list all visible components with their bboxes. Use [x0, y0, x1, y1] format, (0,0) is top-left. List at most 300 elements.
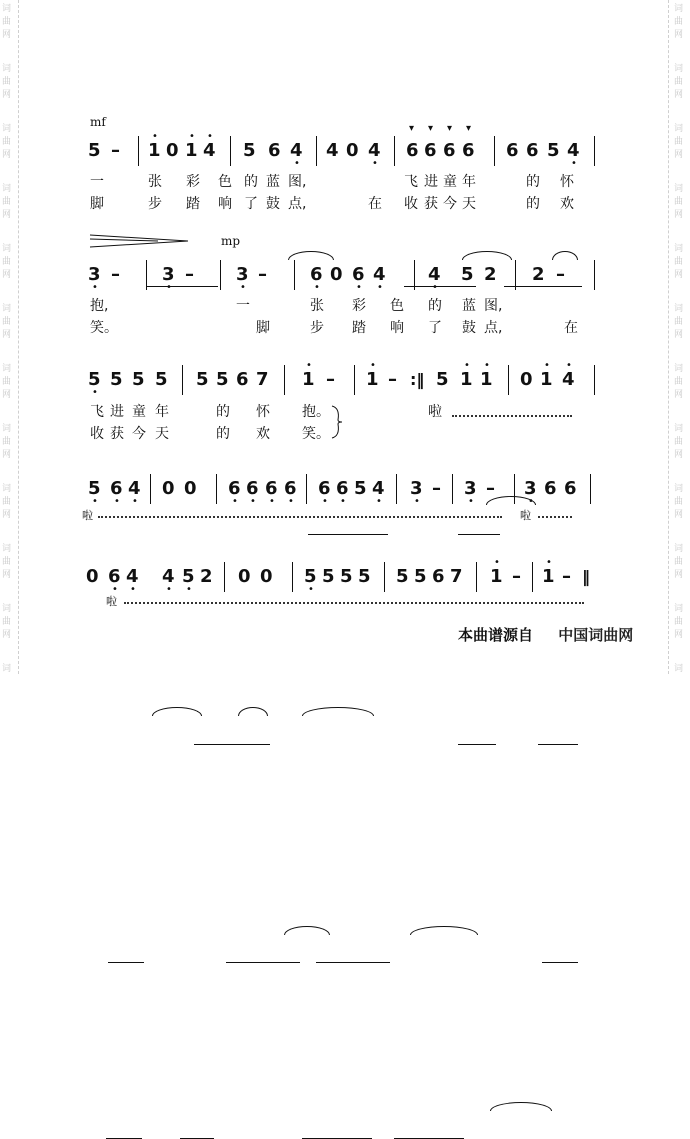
note: 6 [284, 478, 297, 499]
underline [308, 534, 388, 535]
lyric-char: 天 [462, 196, 476, 212]
note: 0 [184, 478, 197, 499]
watermark-char: 词 [2, 604, 12, 614]
watermark-char: 曲 [2, 557, 12, 567]
lyric-char: 鼓 [462, 320, 476, 336]
octave-dot: • [189, 131, 195, 142]
note: 3 [410, 478, 423, 499]
dash: – [111, 140, 120, 161]
watermark-char: 曲 [2, 377, 12, 387]
watermark-char: 曲 [2, 77, 12, 87]
watermark-char: 网 [2, 450, 12, 460]
watermark-char: 曲 [674, 437, 684, 447]
note: 7 [256, 369, 269, 390]
watermark-char: 曲 [674, 377, 684, 387]
watermark-char: 词 [2, 124, 12, 134]
octave-dot: • [92, 387, 98, 398]
watermark-char: 网 [2, 270, 12, 280]
note: 6 [352, 264, 365, 285]
octave-dot: • [571, 158, 577, 169]
watermark-char: 网 [674, 330, 684, 340]
dash: – [562, 566, 571, 587]
watermark-char: 词 [674, 4, 684, 14]
octave-dot: • [92, 496, 98, 507]
tie-slur [238, 707, 268, 716]
dash: – [111, 264, 120, 285]
watermark-char: 网 [674, 450, 684, 460]
lyric-char: 童 [443, 174, 457, 190]
watermark-char: 词 [674, 424, 684, 434]
watermark-char: 词 [2, 664, 12, 674]
watermark-char: 网 [2, 330, 12, 340]
barline [514, 474, 515, 504]
note: 6 [506, 140, 519, 161]
note: 5 [547, 140, 560, 161]
barline [396, 474, 397, 504]
underline [458, 744, 496, 745]
octave-dot: • [114, 496, 120, 507]
lyric-char: 收 [404, 196, 418, 212]
watermark-char: 词 [674, 364, 684, 374]
note: 0 [346, 140, 359, 161]
lyric-char: 张 [148, 174, 162, 190]
lyric-char: 的 [216, 426, 230, 442]
octave-dot: • [186, 584, 192, 595]
note: 3 [88, 264, 101, 285]
barline [532, 562, 533, 592]
dynamic-mp-marking: mp [221, 234, 241, 248]
note: 5 [88, 369, 101, 390]
lyric-char: 童 [132, 404, 146, 420]
staccato-mark: ▾ [466, 123, 472, 134]
note: 5 [196, 369, 209, 390]
octave-dot: • [528, 496, 534, 507]
barline [414, 260, 415, 290]
octave-dot: • [464, 360, 470, 371]
octave-dot: • [432, 282, 438, 293]
dash: – [432, 478, 441, 499]
lyric-char: 进 [110, 404, 124, 420]
barline [230, 136, 231, 166]
note: 1 [480, 369, 493, 390]
lyric-char: 了 [428, 320, 442, 336]
note: 5 [182, 566, 195, 587]
note: 4 [368, 140, 381, 161]
note: 6 [544, 478, 557, 499]
octave-dot: • [166, 584, 172, 595]
barline [515, 260, 516, 290]
verse-bracket [330, 404, 344, 440]
dash: – [556, 264, 565, 285]
octave-dot: • [132, 496, 138, 507]
barline [138, 136, 139, 166]
note: 5 [358, 566, 371, 587]
dash: – [486, 478, 495, 499]
barline [284, 365, 285, 395]
barline [354, 365, 355, 395]
score-line-1 [0, 123, 690, 169]
lyric-char: 色 [390, 298, 404, 314]
note: 6 [265, 478, 278, 499]
underline [194, 744, 270, 745]
watermark-char: 网 [2, 210, 12, 220]
barline [216, 474, 217, 504]
lyric-char: 的 [428, 298, 442, 314]
dash: – [388, 369, 397, 390]
lyric-char: 蓝 [462, 298, 476, 314]
octave-dot: • [377, 282, 383, 293]
lyric-char: 进 [424, 174, 438, 190]
barline [594, 260, 595, 290]
note: 6 [108, 566, 121, 587]
staccato-mark: ▾ [428, 123, 434, 134]
octave-dot: • [92, 282, 98, 293]
underline [538, 744, 578, 745]
barline [316, 136, 317, 166]
note: 6 [310, 264, 323, 285]
dotted-continuation [98, 516, 502, 518]
watermark-char: 曲 [674, 257, 684, 267]
watermark-char: 网 [2, 510, 12, 520]
note: 1 [540, 369, 553, 390]
watermark-char: 词 [2, 184, 12, 194]
watermark-char: 网 [674, 270, 684, 280]
diminuendo-wedge [88, 234, 192, 248]
lyric-la: 啦 [106, 595, 117, 608]
watermark-char: 词 [674, 604, 684, 614]
watermark-char: 网 [674, 30, 684, 40]
octave-dot: • [269, 496, 275, 507]
score-line-4 [0, 466, 690, 506]
lyric-char: 获 [424, 196, 438, 212]
lyric-char: 今 [132, 426, 146, 442]
watermark-char: 曲 [2, 497, 12, 507]
watermark-char: 网 [674, 90, 684, 100]
watermark-char: 曲 [2, 257, 12, 267]
watermark-char: 网 [674, 210, 684, 220]
octave-dot: • [294, 158, 300, 169]
note: 5 [216, 369, 229, 390]
lyric-char: 在 [564, 320, 578, 336]
dash: – [512, 566, 521, 587]
watermark-char: 词 [2, 4, 12, 14]
watermark-char: 曲 [674, 17, 684, 27]
lyric-char: 在 [368, 196, 382, 212]
note: 5 [155, 369, 168, 390]
lyric-char: 怀 [560, 174, 574, 190]
octave-dot: • [376, 496, 382, 507]
lyrics-verse-1-line-1 [0, 172, 690, 192]
note: 5 [132, 369, 145, 390]
watermark-char: 网 [2, 150, 12, 160]
score-line-3 [0, 357, 690, 397]
watermark-char: 词 [674, 304, 684, 314]
note: 5 [322, 566, 335, 587]
watermark-char: 网 [2, 390, 12, 400]
barline [224, 562, 225, 592]
lyric-char: 踏 [186, 196, 200, 212]
lyric-char: 鼓 [266, 196, 280, 212]
lyric-char: 响 [218, 196, 232, 212]
note: 2 [484, 264, 497, 285]
underline [226, 962, 300, 963]
watermark-char: 曲 [674, 77, 684, 87]
watermark-char: 词 [674, 64, 684, 74]
note: 4 [290, 140, 303, 161]
octave-dot: • [414, 496, 420, 507]
lyric-char: 抱。 [302, 404, 330, 420]
note: 5 [436, 369, 449, 390]
octave-dot: • [207, 131, 213, 142]
watermark-char: 网 [2, 570, 12, 580]
lyric-char: 彩 [352, 298, 366, 314]
repeat-end-barline: :‖ [410, 370, 425, 389]
octave-dot: • [340, 496, 346, 507]
lyric-char: 色 [218, 174, 232, 190]
dynamic-mf-marking: mf [90, 115, 106, 129]
dotted-continuation [452, 415, 572, 417]
watermark-char: 词 [2, 244, 12, 254]
octave-dot: • [566, 360, 572, 371]
note: 6 [228, 478, 241, 499]
note: 5 [304, 566, 317, 587]
note: 4 [372, 478, 385, 499]
barline [394, 136, 395, 166]
note: 6 [336, 478, 349, 499]
lyric-char: 的 [244, 174, 258, 190]
watermark-char: 曲 [674, 617, 684, 627]
octave-dot: • [468, 496, 474, 507]
octave-dot: • [370, 360, 376, 371]
lyrics-verse-2-line-1 [0, 194, 690, 214]
barline [306, 474, 307, 504]
note: 2 [532, 264, 545, 285]
tie-slur [410, 926, 478, 935]
lyric-char: 图, [484, 298, 503, 314]
octave-dot: • [546, 557, 552, 568]
tie-slur [490, 1102, 552, 1111]
barline [508, 365, 509, 395]
note: 6 [564, 478, 577, 499]
watermark-char: 网 [674, 150, 684, 160]
note: 1 [490, 566, 503, 587]
underline [316, 962, 390, 963]
watermark-char: 网 [2, 630, 12, 640]
watermark-char: 词 [674, 244, 684, 254]
underline [542, 962, 578, 963]
score-line-2 [0, 252, 690, 292]
barline [294, 260, 295, 290]
lyric-char: 步 [148, 196, 162, 212]
octave-dot: • [232, 496, 238, 507]
note: 3 [524, 478, 537, 499]
note: 7 [450, 566, 463, 587]
octave-dot: • [484, 360, 490, 371]
watermark-char: 词 [674, 664, 684, 674]
barline [594, 136, 595, 166]
note: 1 [148, 140, 161, 161]
lyric-char: 欢 [256, 426, 270, 442]
note: 6 [268, 140, 281, 161]
lyric-char: 怀 [256, 404, 270, 420]
tie-slur [302, 707, 374, 716]
note: 6 [406, 140, 419, 161]
note: 2 [200, 566, 213, 587]
watermark-char: 网 [674, 390, 684, 400]
watermark-char: 曲 [2, 17, 12, 27]
watermark-char: 曲 [674, 497, 684, 507]
barline [292, 562, 293, 592]
octave-dot: • [356, 282, 362, 293]
note: 4 [326, 140, 339, 161]
barline [384, 562, 385, 592]
watermark-char: 词 [674, 124, 684, 134]
note: 6 [443, 140, 456, 161]
lyric-char: 了 [244, 196, 258, 212]
note: 1 [366, 369, 379, 390]
lyric-char: 脚 [90, 196, 104, 212]
underline [108, 962, 144, 963]
watermark-char: 曲 [674, 317, 684, 327]
octave-dot: • [152, 131, 158, 142]
lyric-char: 天 [155, 426, 169, 442]
note: 6 [236, 369, 249, 390]
lyric-char: 年 [462, 174, 476, 190]
octave-dot: • [314, 282, 320, 293]
note: 4 [203, 140, 216, 161]
watermark-char: 词 [2, 364, 12, 374]
note: 4 [428, 264, 441, 285]
barline [146, 260, 147, 290]
note: 0 [330, 264, 343, 285]
note: 5 [110, 369, 123, 390]
lyric-char: 图, [288, 174, 307, 190]
note: 6 [526, 140, 539, 161]
watermark-char: 网 [674, 570, 684, 580]
note: 3 [162, 264, 175, 285]
lyric-char: 点, [484, 320, 503, 336]
lyric-char: 张 [310, 298, 324, 314]
note: 4 [126, 566, 139, 587]
lyric-char: 踏 [352, 320, 366, 336]
note: 0 [162, 478, 175, 499]
octave-dot: • [240, 282, 246, 293]
note: 1 [185, 140, 198, 161]
watermark-char: 曲 [2, 617, 12, 627]
watermark-char: 曲 [2, 197, 12, 207]
note: 6 [432, 566, 445, 587]
barline [452, 474, 453, 504]
lyric-char: 飞 [90, 404, 104, 420]
lyric-char: 的 [216, 404, 230, 420]
barline [182, 365, 183, 395]
barline [220, 260, 221, 290]
note: 5 [243, 140, 256, 161]
score-line-5 [0, 554, 690, 594]
octave-dot: • [544, 360, 550, 371]
note: 5 [396, 566, 409, 587]
note: 6 [462, 140, 475, 161]
note: 4 [562, 369, 575, 390]
source-label: 本曲谱源自 [458, 626, 534, 644]
watermark-char: 词 [2, 64, 12, 74]
watermark-char: 词 [2, 424, 12, 434]
watermark-char: 词 [674, 544, 684, 554]
note: 1 [460, 369, 473, 390]
watermark-char: 曲 [2, 137, 12, 147]
note: 5 [88, 140, 101, 161]
lyric-char: 脚 [256, 320, 270, 336]
note: 0 [166, 140, 179, 161]
barline [594, 365, 595, 395]
watermark-char: 词 [674, 484, 684, 494]
note: 5 [88, 478, 101, 499]
lyric-char: 抱, [90, 298, 109, 314]
octave-dot: • [308, 584, 314, 595]
lyric-char: 蓝 [266, 174, 280, 190]
lyrics-line-4 [0, 506, 690, 526]
lyric-char: 年 [155, 404, 169, 420]
watermark-char: 网 [674, 630, 684, 640]
note: 4 [567, 140, 580, 161]
watermark-char: 曲 [2, 317, 12, 327]
octave-dot: • [322, 496, 328, 507]
lyric-char: 彩 [186, 174, 200, 190]
watermark-char: 曲 [674, 197, 684, 207]
note: 1 [542, 566, 555, 587]
lyric-char: 的 [526, 196, 540, 212]
staccato-mark: ▾ [447, 123, 453, 134]
note: 0 [520, 369, 533, 390]
staccato-mark: ▾ [409, 123, 415, 134]
octave-dot: • [130, 584, 136, 595]
octave-dot: • [250, 496, 256, 507]
lyric-char: 一 [236, 298, 250, 314]
note: 6 [246, 478, 259, 499]
note: 0 [260, 566, 273, 587]
tie-slur [152, 707, 202, 716]
lyric-la: 啦 [82, 509, 93, 522]
note: 6 [318, 478, 331, 499]
watermark-char: 词 [2, 304, 12, 314]
watermark-char: 网 [2, 30, 12, 40]
note: 5 [354, 478, 367, 499]
tie-slur [284, 926, 330, 935]
lyric-char: 欢 [560, 196, 574, 212]
note: 4 [128, 478, 141, 499]
note: 0 [86, 566, 99, 587]
octave-dot: • [372, 158, 378, 169]
note: 0 [238, 566, 251, 587]
note: 3 [464, 478, 477, 499]
watermark-char: 曲 [674, 137, 684, 147]
watermark-char: 词 [674, 184, 684, 194]
lyrics-verse-1-line-2 [0, 296, 690, 316]
dash: – [258, 264, 267, 285]
note: 5 [461, 264, 474, 285]
octave-dot: • [306, 360, 312, 371]
site-name-link[interactable]: 中国词曲网 [558, 626, 634, 644]
lyrics-verse-2-line-3 [0, 424, 690, 444]
note: 6 [424, 140, 437, 161]
dash: – [326, 369, 335, 390]
barline [494, 136, 495, 166]
note: 4 [162, 566, 175, 587]
watermark-char: 词 [2, 544, 12, 554]
barline [476, 562, 477, 592]
watermark-char: 词 [2, 484, 12, 494]
lyric-char: 步 [310, 320, 324, 336]
